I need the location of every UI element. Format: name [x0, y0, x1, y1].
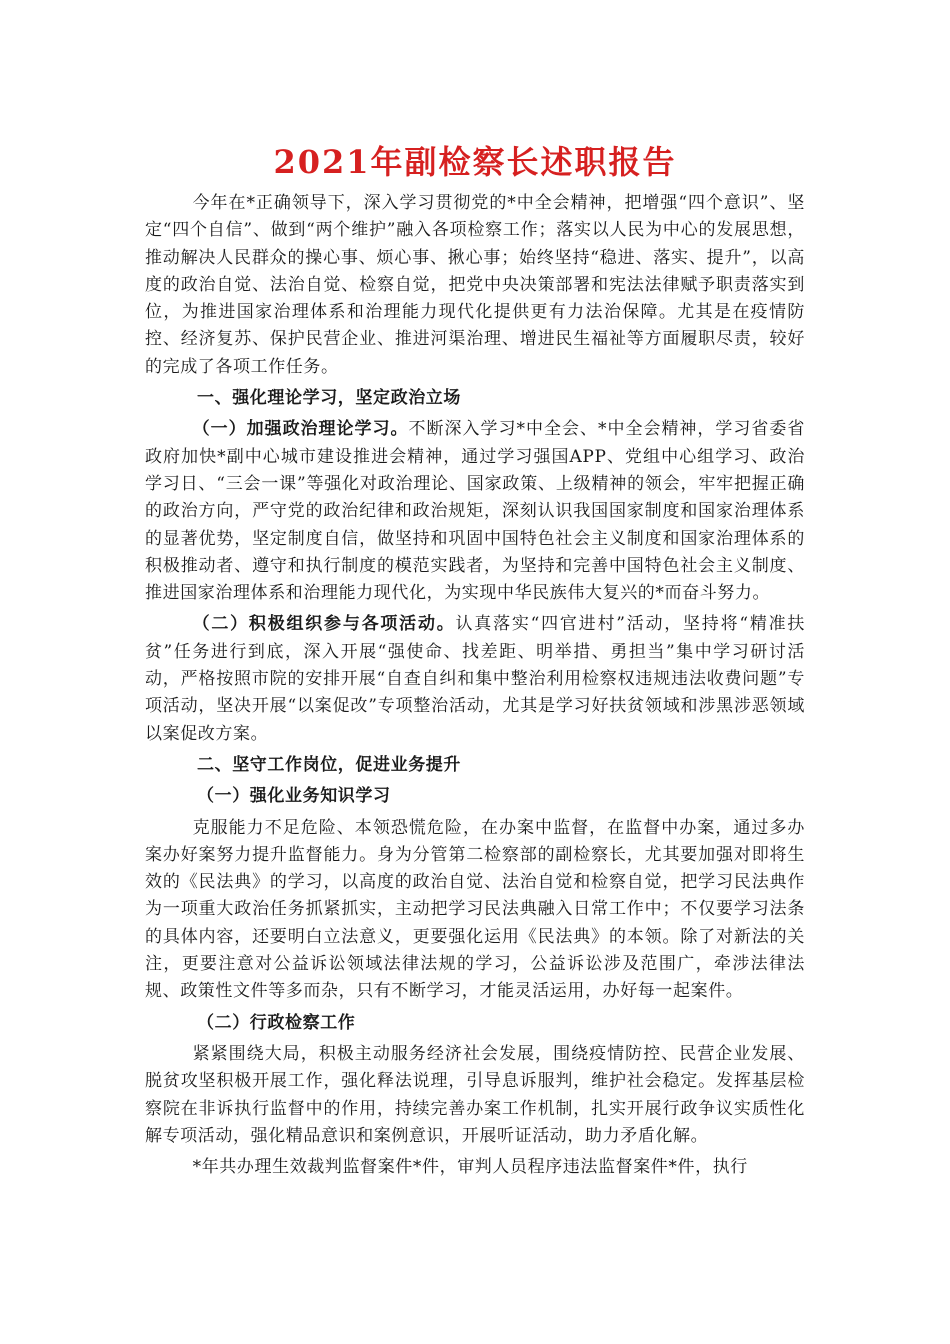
section2-item1-heading: （一）强化业务知识学习 — [197, 786, 391, 807]
section2-heading: 二、坚守工作岗位，促进业务提升 — [197, 754, 461, 775]
section1-heading: 一、强化理论学习，坚定政治立场 — [197, 388, 461, 409]
section1-item2-text: 认真落实“四官进村”活动，坚持将“精准扶贫”任务进行到底，深入开展“强使命、找差距、明举措、勇担当”集中学习研讨活动，严格按照市院的安排开展“自查自纠和集中整治利用检察权违规违法收费问题”专项活动，坚决开展“以案促改”专项整治活动，尤其是学习好扶贫领域和涉黑涉恶领域以案促改方案。 — [145, 614, 805, 744]
section1-item2-paragraph — [145, 611, 805, 747]
document-body — [145, 190, 805, 1181]
section1-item1-text: 不断深入学习*中全会、*中全会精神，学习省委省政府加快*副中心城市建设推进会精神，通过学习强国APP、党组中心组学习、政治学习日、“三会一课”等强化对政治理论、国家政策、上级精神的领会，牢牢把握正确的政治方向，严守党的政治纪律和政治规矩，深刻认识我国国家制度和国家治理体系的显著优势，坚定制度自信，做坚持和巩固中国特色社会主义制度和国家治理体系的积极推动者、遵守和执行制度的模范实践者，为坚持和完善中国特色社会主义制度、推进国家治理体系和治理能力现代化，为实现中华民族伟大复兴的*而奋斗努力。 — [145, 419, 805, 604]
section2-item1-paragraph: 克服能力不足危险、本领恐慌危险，在办案中监督，在监督中办案，通过多办案办好案努力提升监督能力。身为分管第二检察部的副检察长，尤其要加强对即将生效的《民法典》的学习，以高度的政治自觉、法治自觉和检察自觉，把学习民法典作为一项重大政治任务抓紧抓实，主动把学习民法典融入日常工作中；不仅要学习法条的具体内容，还要明白立法意义，更要强化运用《民法典》的本领。除了对新法的关注，更要注意对公益诉讼领域法律法规的学习，公益诉讼涉及范围广，牵涉法律法规、政策性文件等多而杂，只有不断学习，才能灵活运用，办好每一起案件。 — [145, 817, 805, 1002]
section1-item1-paragraph — [145, 416, 805, 607]
document-title: 2021年副检察长述职报告 — [273, 143, 677, 181]
section1-item1-lead: （一）加强政治理论学习。 — [192, 419, 409, 440]
section2-item2-paragraph-2: *年共办理生效裁判监督案件*件，审判人员程序违法监督案件*件，执行 — [192, 1157, 748, 1178]
section1-item2-lead: （二）积极组织参与各项活动。 — [192, 614, 456, 635]
section2-item2-heading: （二）行政检察工作 — [197, 1012, 356, 1033]
section2-item2-paragraph: 紧紧围绕大局，积极主动服务经济社会发展，围绕疫情防控、民营企业发展、脱贫攻坚积极开展工作，强化释法说理，引导息诉服判，维护社会稳定。发挥基层检察院在非诉执行监督中的作用，持续完善办案工作机制，扎实开展行政争议实质性化解专项活动，强化精品意识和案例意识，开展听证活动，助力矛盾化解。 — [145, 1043, 805, 1146]
intro-paragraph: 今年在*正确领导下，深入学习贯彻党的*中全会精神，把增强“四个意识”、坚定“四个自信”、做到“两个维护”融入各项检察工作；落实以人民为中心的发展思想，推动解决人民群众的操心事、烦心事、揪心事；始终坚持“稳进、落实、提升”，以高度的政治自觉、法治自觉、检察自觉，把党中央决策部署和宪法法律赋予职责落实到位，为推进国家治理体系和治理能力现代化提供更有力法治保障。尤其是在疫情防控、经济复苏、保护民营企业、推进河渠治理、增进民生福祉等方面履职尽责，较好的完成了各项工作任务。 — [145, 193, 805, 377]
